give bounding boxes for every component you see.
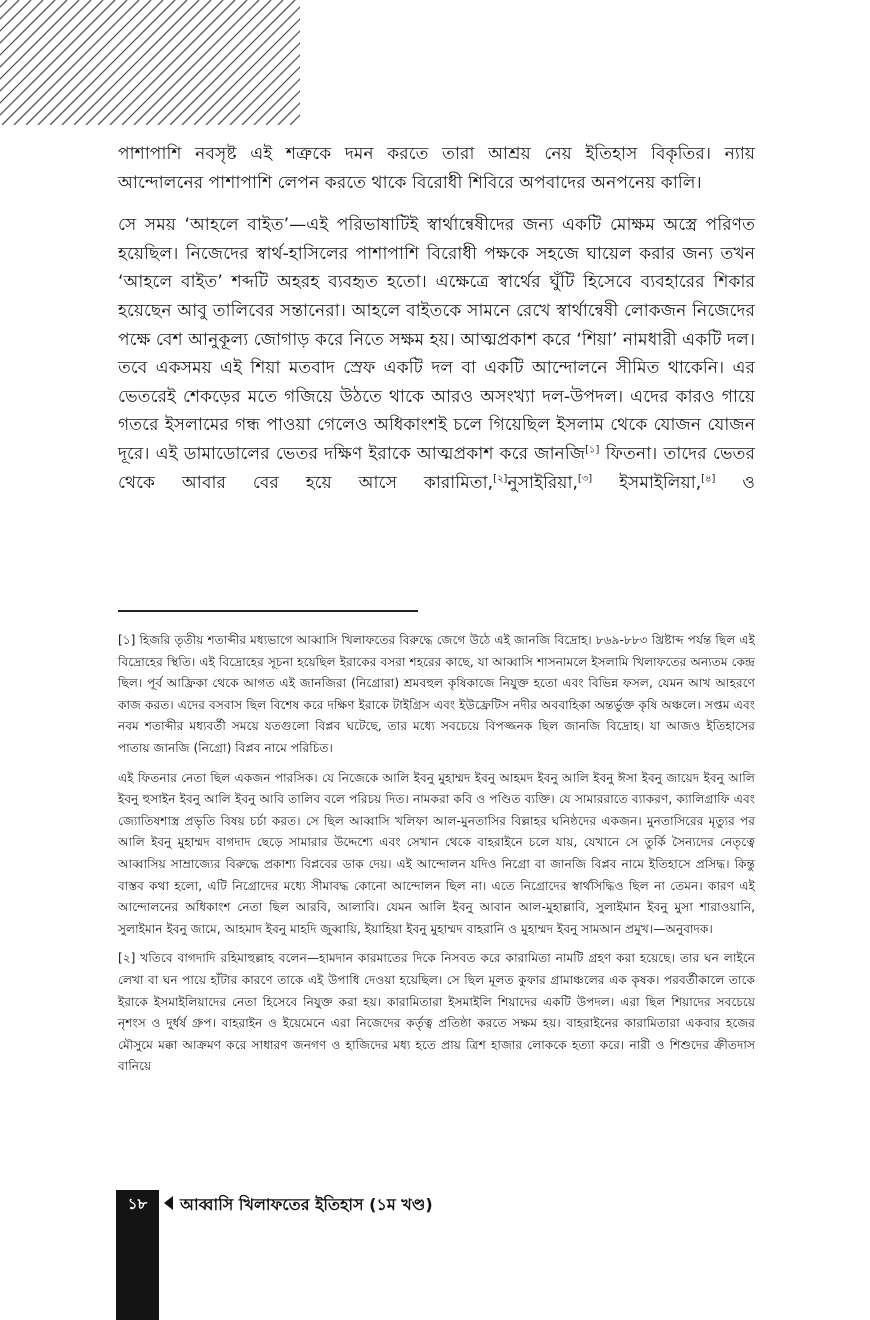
footnote-ref-1[interactable]: [১]: [585, 444, 600, 456]
paragraph-1: পাশাপাশি নবসৃষ্ট এই শত্রুকে দমন করতে তারা আশ্রয় নেয় ইতিহাস বিকৃতির। ন্যায় আন্দোলনের পাশাপাশি লেপন করতে থাকে বিরোধী শিবিরে অপবাদের অনপনেয় কালি।: [118, 144, 755, 193]
footnotes: [118, 630, 755, 1086]
stripe-line: [122, 0, 247, 125]
running-book-title: আব্বাসি খিলাফতের ইতিহাস (১ম খণ্ড): [180, 1195, 433, 1214]
left-triangle-icon: [164, 1196, 173, 1210]
stripe-line: [0, 0, 103, 125]
footnote-ref-2[interactable]: [২]: [493, 472, 508, 484]
footnote-ref-3[interactable]: [৩]: [577, 472, 593, 484]
page-number: ১৮: [127, 1195, 148, 1213]
paragraph-2-text-b: নুসাইরিয়া,: [507, 472, 578, 493]
paragraph-2-text-c: ইসমাইলিয়া,: [619, 472, 702, 493]
stripe-line: [14, 0, 139, 125]
stripe-line: [110, 0, 235, 125]
stripe-line: [98, 0, 223, 125]
diagonal-stripes-decoration: [0, 0, 300, 125]
stripe-line: [26, 0, 151, 125]
footnote-ref-4[interactable]: [৪]: [701, 472, 716, 484]
stripe-line: [290, 0, 300, 125]
paragraph-2-text-a: ফিতনা। তাদের ভেতর থেকে আবার বের হয়ে আসে কারামিতা,: [118, 443, 755, 493]
paragraph-2: [118, 211, 755, 497]
stripe-line: [86, 0, 211, 125]
stripe-line: [242, 0, 300, 125]
paragraph-2-text: সে সময় ‘আহলে বাইত’—এই পরিভাষাটিই স্বার্থান্বেষীদের জন্য একটি মোক্ষম অস্ত্রে পরিণত হয়েছিল। নিজেদের স্বার্থ-হাসিলের পাশাপাশি বিরোধী পক্ষকে সহজে ঘায়েল করার জন্য তখন ‘আহলে বাইত’ শব্দটি অহরহ ব্যবহৃত হতো। এক্ষেত্রে স্বার্থের ঘুঁটি হিসেবে ব্যবহারের শিকার হয়েছেন আবু তালিবের সন্তানেরা। আহলে বাইতকে সামনে রেখে স্বার্থান্বেষী লোকজন নিজেদের পক্ষে বেশ আনুকূল্য জোগাড় করে নিতে সক্ষম হয়। আত্মপ্রকাশ করে ‘শিয়া’ নামধারী একটি দল। তবে একসময় এই শিয়া মতবাদ স্রেফ একটি দল বা একটি আন্দোলনে সীমিত থাকেনি। এর ভেতরেই শেকড়ের মতে গজিয়ে উঠতে থাকে আরও অসংখ্যা দল-উপদল। এদের কারও গায়ে গতরে ইসলামের গন্ধ পাওয়া গেলেও অধিকাংশই চলে গিয়েছিল ইসলাম থেকে যোজন যোজন দূরে। এই ডামাডোলের ভেতর দক্ষিণ ইরাকে আত্মপ্রকাশ করে জানজি: [118, 215, 755, 464]
stripe-line: [134, 0, 259, 125]
stripe-line: [62, 0, 187, 125]
footnote-2: [২] খতিবে বাগদাদি রহিমাহুল্লাহ বলেন—হামদান কারমাতের দিকে নিসবত করে কারামিতা নামটি গ্রহণ করা হয়েছে। তার ঘন লাইনে লেখা বা ঘন পায়ে হাঁটার কারণে তাকে এই উপাধি দেওয়া হয়েছিল। সে ছিল মূলত কুফার গ্রামাঞ্চলের এক কৃষক। পরবর্তীকালে তাকে ইরাকে ইসমাইলিয়াদের নেতা হিসেবে নিযুক্ত করা হয়। কারামিতারা ইসমাইলি শিয়াদের একটি উপদল। এরা ছিল শিয়াদের সবচেয়ে নৃশংস ও দুর্ধর্ষ গ্রুপ। বাহরাইন ও ইয়েমেনে এরা নিজেদের কর্তৃত্ব প্রতিষ্ঠা করতে সক্ষম হয়। বাহরাইনের কারামিতারা একবার হজের মৌসুমে মক্কা আক্রমণ করে সাধারণ জনগণ ও হাজিদের মধ্য হতে প্রায় ত্রিশ হাজার লোককে হত্যা করে। নারী ও শিশুদের ক্রীতদাস বানিয়ে: [118, 951, 755, 1074]
stripe-line: [38, 0, 163, 125]
stripe-line: [170, 0, 295, 125]
stripe-line: [146, 0, 271, 125]
footnote-1: [১] হিজরি তৃতীয় শতাব্দীর মধ্যভাগে আব্বাসি খিলাফতের বিরুদ্ধে জেগে উঠে এই জানজি বিদ্রোহ। ৮৬৯-৮৮৩ খ্রিষ্টাব্দ পর্যন্ত ছিল এই বিদ্রোহের স্থিতি। এই বিদ্রোহের সূচনা হয়েছিল ইরাকের বসরা শহরের কাছে, যা আব্বাসি শাসনামলে ইসলামি খিলাফতের অন্যতম কেন্দ্র ছিল। পূর্ব আফ্রিকা থেকে আগত এই জানজিরা (নিগ্রোরা) শ্রমবহুল কৃষিকাজে নিযুক্ত হতো এবং বিভিন্ন ফসল, যেমন আখ আহরণে কাজ করত। এদের বসবাস ছিল বিশেষ করে দক্ষিণ ইরাকে টাইগ্রিস এবং ইউফ্রেটিস নদীর অববাহিকা অন্তর্ভুক্ত কৃষি অঞ্চলে। সপ্তম এবং নবম শতাব্দীর মধ্যবর্তী সময়ে যতগুলো বিপ্লব ঘটেছে, তার মধ্যে সবচেয়ে বিপজ্জনক ছিল জানজি বিদ্রোহ। যা আজও ইতিহাসের পাতায় জানজি (নিগ্রো) বিপ্লব নামে পরিচিত।: [118, 633, 755, 755]
stripe-line: [50, 0, 175, 125]
stripe-line: [266, 0, 300, 125]
stripe-line: [158, 0, 283, 125]
stripe-line: [2, 0, 127, 125]
paragraph-2-text-d: ও: [742, 472, 756, 493]
stripe-line: [74, 0, 199, 125]
main-text: [118, 140, 755, 511]
footnote-divider: [118, 610, 418, 612]
footnote-1-continued: এই ফিতনার নেতা ছিল একজন পারসিক। যে নিজেকে আলি ইবনু মুহাম্মদ ইবনু আহমদ ইবনু আলি ইবনু ঈসা ইবনু জায়েদ ইবনু আলি ইবনু হুসাইন ইবনু আলি ইবনু আবি তালিব বলে পরিচয় দিত। নামকরা কবি ও পণ্ডিত ব্যক্তি। যে সামাররাতে ব্যাকরণ, ক্যালিগ্রাফি এবং জ্যোতিষশাস্ত্র প্রভৃতি বিষয় চর্চা করত। সে ছিল আব্বাসি খলিফা আল-মুনতাসির বিল্লাহর ঘনিষ্ঠদের একজন। মুনতাসিরের মৃত্যুর পর আলি ইবনু মুহাম্মদ বাগদাদ ছেড়ে সামারার উদ্দেশ্যে এবং সেখান থেকে বাহরাইনে চলে যায়, যেখানে সে তুর্কি সৈন্যদের নেতৃত্বে আব্বাসিয় সাম্রাজ্যের বিরুদ্ধে প্রকাশ্য বিপ্লবের ডাক দেয়। এই আন্দোলন যদিও নিগ্রো বা জানজি বিপ্লব নামে ইতিহাসে প্রসিদ্ধ। কিন্তু বাস্তব কথা হলো, এটি নিগ্রোদের মধ্যে সীমাবদ্ধ কোনো আন্দোলন ছিল না। এতে নিগ্রোদের স্বার্থসিদ্ধিও ছিল না তেমন। কারণ এই আন্দোলনের অধিকাংশ নেতা ছিল আরবি, আলাবি। যেমন আলি ইবনু আবান আল-মুহাল্লাবি, সুলাইমান ইবনু মুসা শারাওয়ানি, সুলাইমান ইবনু জামে, আহমাদ ইবনু মাহদি জুব্বায়ি, ইয়াহিয়া ইবনু মুহাম্মদ বাহরানি ও মুহাম্মদ ইবনু সামআন প্রমুখ।—অনুবাদক।: [118, 770, 755, 936]
